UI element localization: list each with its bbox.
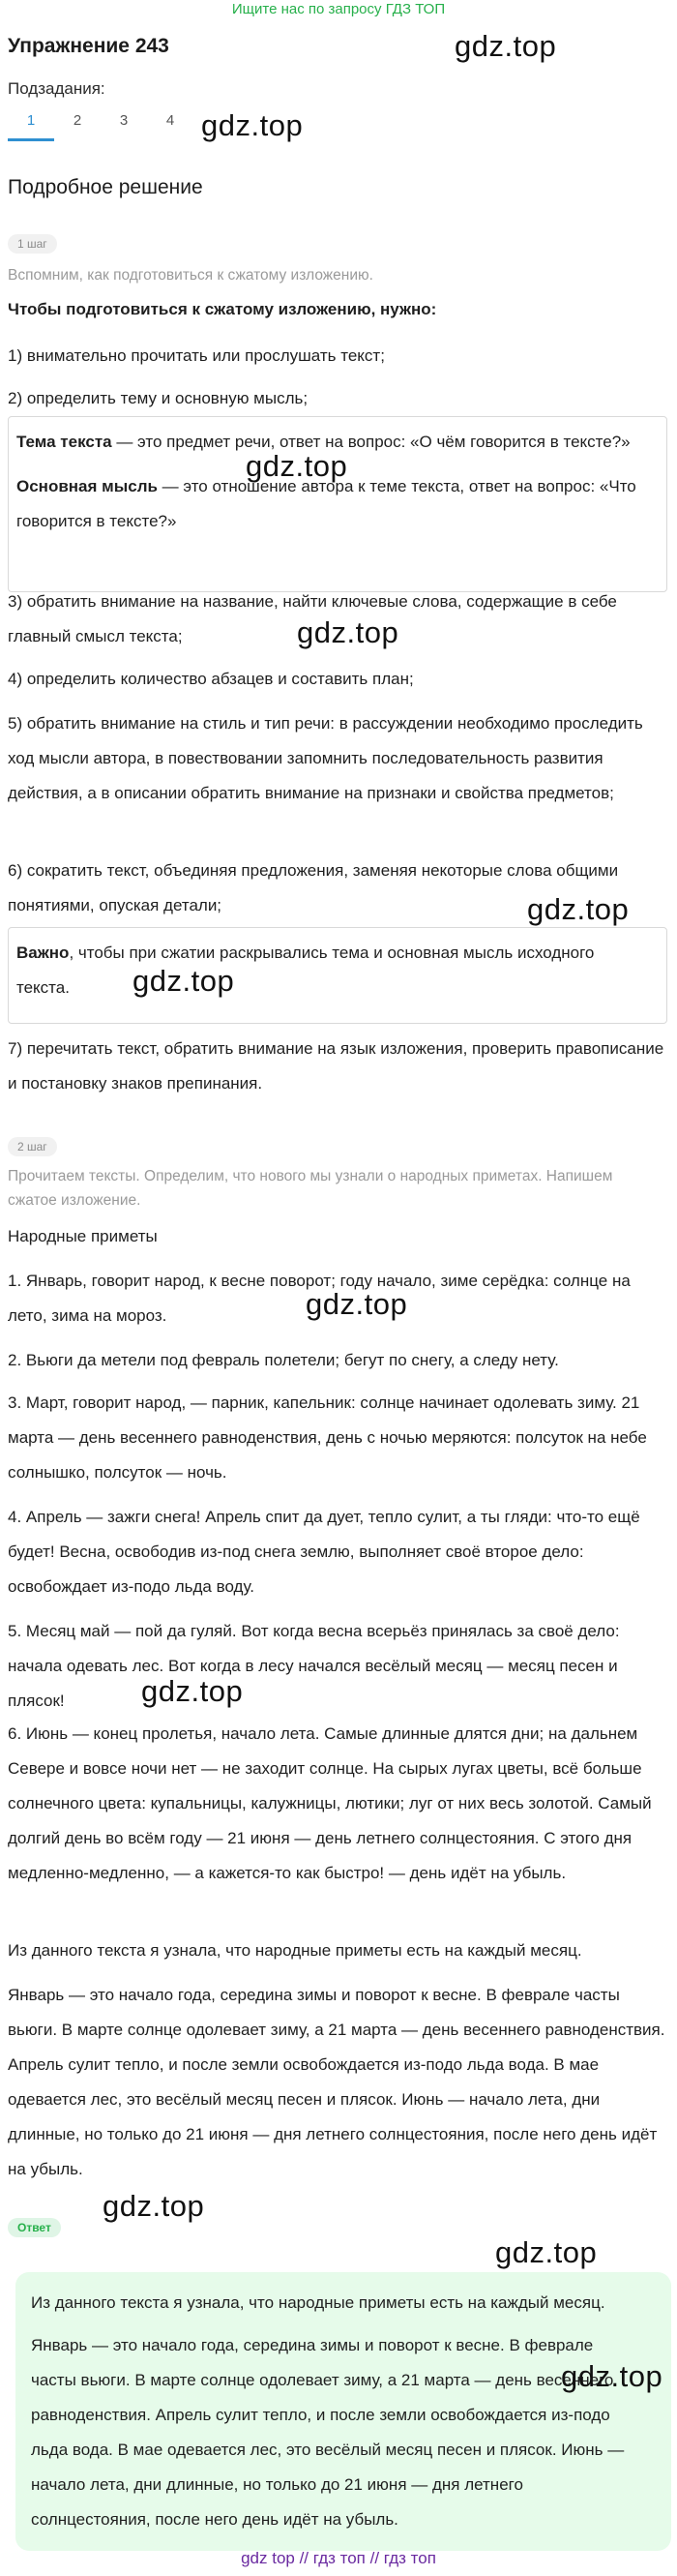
page-title: Упражнение 243 xyxy=(8,35,169,57)
watermark: gdz.top xyxy=(132,964,235,998)
step-intro: Вспомним, как подготовиться к сжатому изложению. xyxy=(8,267,373,284)
text-heading: Народные приметы xyxy=(8,1227,158,1245)
solution-heading: Подробное решение xyxy=(8,176,203,198)
subtask-tab-1[interactable]: 1 xyxy=(8,108,54,141)
term: Важно xyxy=(16,944,70,962)
paragraph: 5. Месяц май — пой да гуляй. Вот когда весна всерьёз принялась за своё дело: начала одевать лес. Вот когда в лесу начался весёлый месяц — месяц песен и плясок! xyxy=(8,1622,620,1710)
watermark: gdz.top xyxy=(561,2359,663,2393)
watermark: gdz.top xyxy=(297,615,399,649)
paragraph: Из данного текста я узнала, что народные приметы есть на каждый месяц. xyxy=(8,1941,582,1960)
term: Основная мысль xyxy=(16,477,158,495)
answer-paragraph: Из данного текста я узнала, что народные приметы есть на каждый месяц. xyxy=(31,2293,605,2312)
watermark: gdz.top xyxy=(455,29,557,63)
watermark: gdz.top xyxy=(103,2189,205,2223)
list-item: 3) обратить внимание на название, найти ключевые слова, содержащие в себе главный смысл текста; xyxy=(8,592,617,645)
step-intro: Прочитаем тексты. Определим, что нового мы узнали о народных приметах. Напишем сжатое изложение. xyxy=(8,1168,613,1209)
subtasks-label: Подзадания: xyxy=(8,79,105,98)
watermark: gdz.top xyxy=(495,2235,598,2269)
note-text: , чтобы при сжатии раскрывались тема и основная мысль исходного текста. xyxy=(16,944,595,997)
watermark: gdz.top xyxy=(141,1674,244,1708)
list-item: 1) внимательно прочитать или прослушать текст; xyxy=(8,346,385,365)
definition-text: — это отношение автора к теме текста, ответ на вопрос: «Что говорится в тексте?» xyxy=(16,477,636,530)
subtask-tab-2[interactable]: 2 xyxy=(73,112,82,129)
paragraph: 2. Вьюги да метели под февраль полетели; бегут по снегу, а следу нету. xyxy=(8,1351,559,1369)
bottom-links[interactable]: gdz top // гдз топ // гдз топ xyxy=(241,2549,436,2567)
list-item: 2) определить тему и основную мысль; xyxy=(8,389,309,407)
paragraph: Январь — это начало года, середина зимы и поворот к весне. В феврале часты вьюги. В марте солнце одолевает зиму, а 21 марта — день весеннего равноденствия. Апрель сулит тепло, и после земли освобождается из-подо льда вода. В мае одевается лес, это весёлый месяц песен и плясок. Июнь — начало лета, дни длинные, но только до 21 июня — дня летнего солнцестояния, после него день идёт на убыль. xyxy=(8,1986,665,2178)
step-badge: 2 шаг xyxy=(8,1137,57,1156)
term: Тема текста xyxy=(16,433,112,451)
watermark: gdz.top xyxy=(246,449,348,483)
watermark: gdz.top xyxy=(201,108,304,142)
list-item: 4) определить количество абзацев и составить план; xyxy=(8,670,414,688)
paragraph: 3. Март, говорит народ, — парник, капельник: солнце начинает одолевать зиму. 21 марта — день весеннего равноденствия, день с ночью меряются: полсуток на небе солнышко, полсуток — ночь. xyxy=(8,1393,647,1482)
watermark: gdz.top xyxy=(306,1287,408,1321)
definition-text: — это предмет речи, ответ на вопрос: «О чём говорится в тексте?» xyxy=(111,433,631,451)
subtask-tabs xyxy=(8,108,193,145)
paragraph: 1. Январь, говорит народ, к весне поворот; году начало, зиме серёдка: солнце на лето, зима на мороз. xyxy=(8,1272,631,1325)
list-item: 7) перечитать текст, обратить внимание на язык изложения, проверить правописание и постановку знаков препинания. xyxy=(8,1039,664,1093)
subtask-tab-3[interactable]: 3 xyxy=(119,112,129,129)
step-lead: Чтобы подготовиться к сжатому изложению, нужно: xyxy=(8,300,437,318)
watermark: gdz.top xyxy=(527,892,630,926)
list-item: 6) сократить текст, объединяя предложения, заменяя некоторые слова общими понятиями, опуская детали; xyxy=(8,861,619,914)
paragraph: 4. Апрель — зажги снега! Апрель спит да дует, тепло сулит, а ты гляди: что-то ещё будет! Весна, освободив из-под снега землю, выполняет своё второе дело: освобождает из-подо льда воду. xyxy=(8,1508,640,1596)
note xyxy=(16,936,645,1005)
answer-paragraph: Январь — это начало года, середина зимы и поворот к весне. В феврале часты вьюги. В марте солнце одолевает зиму, а 21 марта — день весеннего равноденствия. Апрель сулит тепло, и после земли освобождается из-подо льда вода. В мае одевается лес, это весёлый месяц песен и плясок. Июнь — начало лета, дни длинные, но только до 21 июня — дня летнего солнцестояния, после него день идёт на убыль. xyxy=(31,2336,625,2529)
paragraph: 6. Июнь — конец пролетья, начало лета. Самые длинные длятся дни; на дальнем Севере и вовсе ночи нет — не заходит солнце. На сырых лугах цветы, всё больше солнечного цвета: купальницы, калужницы, лютики; луг от них весь золотой. Самый долгий день во всём году — 21 июня — день летнего солнцестояния. С этого дня медленно-медленно, — а кажется-то как быстро! — день идёт на убыль. xyxy=(8,1724,652,1882)
list-item: 5) обратить внимание на стиль и тип речи: в рассуждении необходимо проследить ход мысли автора, в повествовании запомнить последовательность развития действия, а в описании обратить внимание на признаки и свойства предметов; xyxy=(8,714,643,802)
top-banner[interactable]: Ищите нас по запросу ГДЗ ТОП xyxy=(231,1,446,17)
answer-box xyxy=(15,2272,671,2551)
step-badge: 1 шаг xyxy=(8,234,57,254)
subtask-tab-4[interactable]: 4 xyxy=(165,112,175,129)
definition-box xyxy=(8,416,667,592)
important-box xyxy=(8,927,667,1024)
answer-badge: Ответ xyxy=(8,2218,61,2237)
